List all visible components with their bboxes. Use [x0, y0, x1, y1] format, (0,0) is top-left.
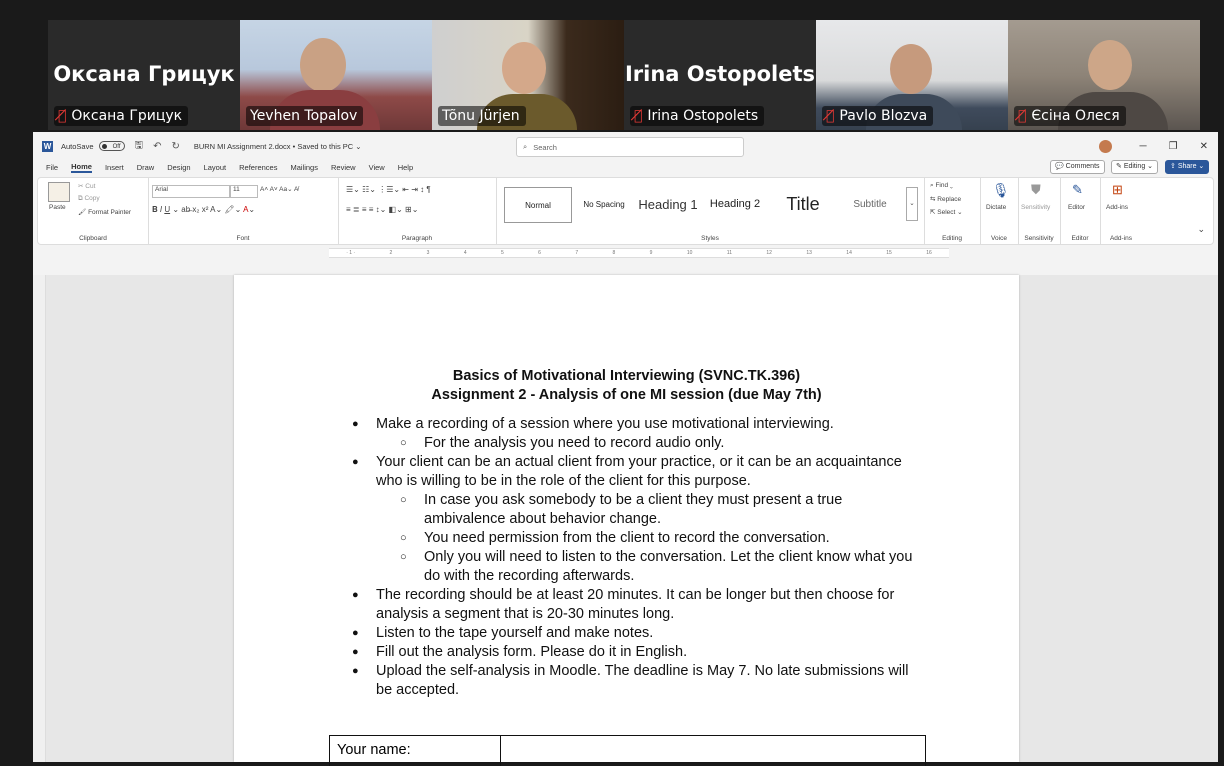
font-family-select[interactable]: Arial [152, 185, 230, 198]
cut-button[interactable]: ✂ Cut [78, 183, 96, 190]
minimize-icon[interactable]: ─ [1139, 140, 1147, 152]
doc-title-line-1: Basics of Motivational Interviewing (SVNC.TK.396) [452, 368, 801, 384]
group-label: Editing [942, 235, 962, 242]
group-label: Add-ins [1109, 235, 1133, 242]
participant-label [54, 106, 188, 126]
mic-muted-icon: 🎙̸ [58, 108, 67, 124]
user-avatar[interactable] [1099, 140, 1112, 153]
participant-label [246, 106, 363, 126]
align-buttons[interactable]: ≡ ≣ ≡ ≡ ↕⌄ ◧⌄ ⊞⌄ [346, 205, 419, 214]
search-box[interactable] [516, 137, 744, 157]
dictate-button[interactable]: Dictate [986, 204, 1007, 211]
list-item: ● Upload the self-analysis in Moodle. The deadline is May 7. No late submissions will be accepted. [234, 662, 1019, 700]
menu-help[interactable]: Help [397, 162, 414, 172]
addins-button[interactable]: Add-ins [1106, 204, 1129, 211]
paste-button[interactable]: Paste [49, 204, 66, 211]
list-item: ○ You need permission from the client to record the conversation. [234, 529, 1019, 548]
microphone-icon[interactable]: 🎙 [992, 182, 1010, 198]
replace-button[interactable]: ⇆ Replace [930, 196, 962, 203]
voice-group [980, 178, 1019, 244]
paste-icon[interactable] [48, 182, 70, 202]
style-title[interactable]: Title [786, 193, 820, 214]
style-no-spacing[interactable]: No Spacing [583, 199, 625, 209]
menu-mailings[interactable]: Mailings [290, 162, 318, 172]
style-subtitle[interactable]: Subtitle [853, 198, 887, 210]
table-cell-name-label: Your name: [330, 736, 501, 766]
group-label: Voice [991, 235, 1007, 242]
styles-group [496, 178, 925, 244]
horizontal-ruler: · 1 · 2 3 4 5 6 7 8 9 10 11 12 13 14 15 16 [33, 246, 1218, 258]
sensitivity-button[interactable]: Sensitivity [1021, 204, 1051, 211]
menu-insert[interactable]: Insert [104, 162, 124, 172]
instructions-list [234, 415, 1019, 700]
group-label: Font [236, 235, 250, 242]
group-label: Sensitivity [1024, 235, 1054, 242]
copy-button[interactable]: ⧉ Copy [78, 195, 100, 202]
style-normal[interactable]: Normal [504, 187, 572, 223]
style-heading-2[interactable]: Heading 2 [709, 198, 761, 210]
share-button[interactable]: ⇪ Share ⌄ [1165, 160, 1209, 174]
clipboard-group [38, 178, 149, 244]
menu-draw[interactable]: Draw [136, 162, 155, 172]
participant-tile-1[interactable] [48, 20, 240, 130]
list-item: ○ In case you ask somebody to be a client they must present a true ambivalence about behavior change. [234, 491, 1019, 529]
participant-tile-3-active-speaker[interactable] [432, 20, 624, 130]
list-item: ● Your client can be an actual client from your practice, or it can be an acquaintance who is willing to be in the role of the client for this purpose. [234, 453, 1019, 491]
participant-name: Pavlo Blozva [839, 108, 928, 124]
menu-review[interactable]: Review [330, 162, 356, 172]
style-heading-1[interactable]: Heading 1 [638, 196, 698, 212]
participant-name-large: Irina Ostopolets [624, 62, 816, 86]
doc-title-line-2: Assignment 2 - Analysis of one MI session (due May 7th) [431, 387, 822, 403]
select-button[interactable]: ⇱ Select ⌄ [930, 209, 963, 216]
sensitivity-icon[interactable]: ⛊ [1031, 182, 1041, 197]
close-icon[interactable]: ✕ [1199, 140, 1208, 152]
menu-home[interactable]: Home [71, 161, 92, 171]
mic-muted-icon: 🎙̸ [1018, 108, 1027, 124]
menu-file[interactable]: File [46, 162, 59, 172]
list-buttons[interactable]: ☰⌄ ☷⌄ ⋮☰⌄ ⇤ ⇥ ↕ ¶ [346, 185, 431, 194]
word-window [33, 132, 1218, 762]
vertical-ruler [33, 275, 46, 762]
document-body[interactable] [234, 367, 1019, 700]
editor-button[interactable]: Editor [1068, 204, 1085, 211]
addins-group [1100, 178, 1142, 244]
search-icon: ⌕ [523, 142, 528, 151]
collapse-ribbon-icon[interactable]: ⌄ [1197, 224, 1205, 234]
group-label: Clipboard [79, 235, 107, 242]
menu-bar [33, 160, 1218, 174]
menu-view[interactable]: View [368, 162, 385, 172]
participant-name: Irina Ostopolets [647, 108, 759, 124]
participant-tile-6[interactable] [1008, 20, 1200, 130]
autosave-toggle[interactable]: Off [99, 141, 125, 151]
redo-icon[interactable]: ↻ [171, 140, 180, 152]
participant-tile-4[interactable] [624, 20, 816, 130]
title-bar [33, 132, 1218, 160]
participant-strip [48, 20, 1202, 130]
font-format-buttons[interactable]: 𝐁 I U ⌄ ab̶ x₂ x² A⌄ 🖍⌄ A⌄ [152, 205, 256, 214]
sensitivity-group [1018, 178, 1061, 244]
participant-name: Tõnu Jürjen [442, 108, 520, 124]
ribbon [37, 177, 1214, 245]
paragraph-group [338, 178, 497, 244]
analysis-form-table [329, 735, 926, 766]
group-label: Paragraph [401, 235, 433, 242]
editing-group [924, 178, 981, 244]
font-size-select[interactable]: 11 [230, 185, 258, 198]
window-controls [1099, 132, 1208, 160]
participant-name: Оксана Грицук [71, 108, 183, 124]
document-title[interactable]: BURN MI Assignment 2.docx • Saved to this PC ⌄ [193, 141, 362, 151]
list-item: ○ For the analysis you need to record audio only. [234, 434, 1019, 453]
addins-icon[interactable]: ⊞ [1112, 182, 1123, 197]
participant-name: Yevhen Topalov [250, 108, 358, 124]
participant-name-large: Оксана Грицук [53, 62, 235, 86]
document-page[interactable] [234, 275, 1019, 762]
undo-icon[interactable]: ↶ [153, 140, 162, 152]
restore-icon[interactable]: ❐ [1168, 140, 1178, 152]
participant-label [438, 106, 526, 126]
list-item: ○ Only you will need to listen to the conversation. Let the client know what you do with the recording afterwards. [234, 548, 1019, 586]
font-size-controls[interactable]: A˄ A˅ Aa⌄ A̸ [260, 186, 299, 193]
editor-icon[interactable]: ✎ [1072, 182, 1083, 197]
save-icon[interactable]: 🖫 [134, 139, 144, 151]
editor-group [1060, 178, 1101, 244]
document-canvas[interactable] [33, 275, 1218, 762]
participant-tile-2[interactable] [240, 20, 432, 130]
mic-muted-icon: 🎙̸ [634, 108, 643, 124]
group-label: Styles [701, 235, 719, 242]
participant-label [1014, 106, 1126, 126]
participant-label [822, 106, 933, 126]
list-item: ● Listen to the tape yourself and make notes. [234, 624, 1019, 643]
list-item: ● Fill out the analysis form. Please do it in English. [234, 643, 1019, 662]
menu-references[interactable]: References [239, 162, 278, 172]
group-label: Editor [1071, 235, 1089, 242]
menu-layout[interactable]: Layout [203, 162, 227, 172]
list-item: ● Make a recording of a session where you use motivational interviewing. [234, 415, 1019, 434]
font-group [148, 178, 339, 244]
participant-tile-5[interactable] [816, 20, 1008, 130]
autosave-label: AutoSave [61, 141, 94, 151]
word-logo-icon: W [43, 141, 52, 151]
styles-more-icon[interactable]: ⌄ [906, 187, 918, 221]
mic-muted-icon: 🎙̸ [826, 108, 835, 124]
format-painter-button[interactable]: 🖌 Format Painter [78, 209, 132, 216]
menu-design[interactable]: Design [167, 162, 191, 172]
search-placeholder: Search [533, 142, 557, 152]
find-button[interactable]: ⌕ Find ⌄ [930, 182, 953, 189]
comments-button[interactable]: 💬 Comments [1050, 160, 1105, 174]
participant-name: Єсіна Олеся [1031, 108, 1120, 124]
editing-mode-button[interactable]: ✎ Editing ⌄ [1111, 160, 1158, 174]
participant-label [630, 106, 764, 126]
list-item: ● The recording should be at least 20 minutes. It can be longer but then choose for analysis a segment that is 20-30 minutes long. [234, 586, 1019, 624]
